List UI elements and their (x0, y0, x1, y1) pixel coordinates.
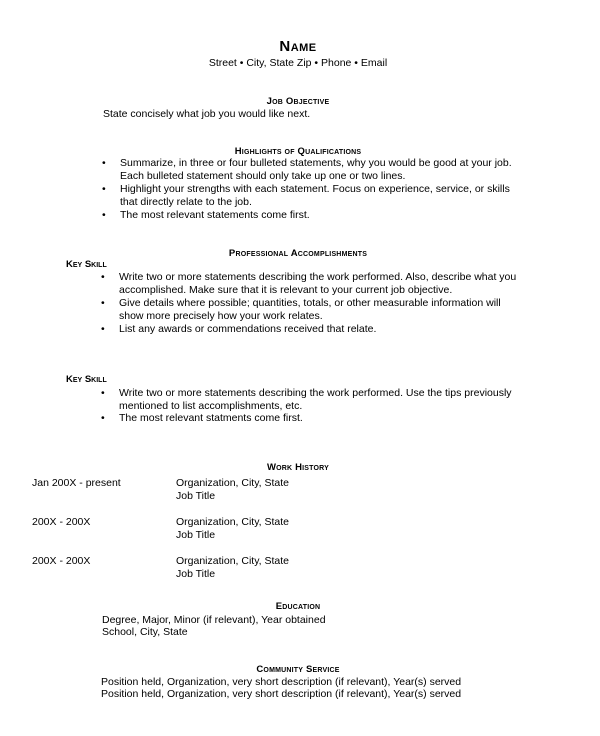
bullet-icon: • (102, 209, 106, 221)
community-heading: Community Service (256, 664, 340, 675)
objective-heading: Job Objective (266, 96, 330, 107)
bullet-line: Highlight your strengths with each statement. Focus on experience, service, or skills (120, 183, 510, 195)
bullet-icon: • (101, 271, 105, 283)
work-job-title: Job Title (176, 490, 216, 502)
highlights-heading: Highlights of Qualifications (234, 146, 362, 157)
work-organization: Organization, City, State (176, 516, 290, 528)
bullet-icon: • (101, 387, 105, 399)
bullet-icon: • (101, 323, 105, 335)
bullet-line: List any awards or commendations received that relate. (119, 323, 377, 335)
work-dates: 200X - 200X (32, 516, 91, 528)
bullet-line: The most relevant statments come first. (119, 412, 303, 424)
bullet-icon: • (101, 412, 105, 424)
contact-line: Street • City, State Zip • Phone • Email (208, 57, 388, 69)
work-job-title: Job Title (176, 568, 216, 580)
bullet-line: that directly relate to the job. (120, 196, 252, 208)
bullet-icon: • (101, 297, 105, 309)
bullet-line: Summarize, in three or four bulleted statements, why you would be good at your job. (120, 157, 512, 169)
accomplishments-heading: Professional Accomplishments (228, 248, 368, 259)
bullet-line: Write two or more statements describing the work performed. Also, describe what you (119, 271, 517, 283)
bullet-line: Give details where possible; quantities, totals, or other measurable information will (119, 297, 501, 309)
key-skill-label: Key Skill (66, 374, 107, 385)
bullet-icon: • (102, 183, 106, 195)
bullet-line: Write two or more statements describing the work performed. Use the tips previously (119, 387, 512, 399)
education-school: School, City, State (102, 626, 188, 638)
work-organization: Organization, City, State (176, 477, 290, 489)
key-skill-label: Key Skill (66, 259, 107, 270)
bullet-line: The most relevant statements come first. (120, 209, 310, 221)
work-dates: Jan 200X - present (32, 477, 121, 489)
education-heading: Education (275, 601, 321, 612)
objective-text: State concisely what job you would like next. (103, 108, 311, 120)
bullet-line: accomplished. Make sure that it is relevant to your current job objective. (119, 284, 453, 296)
bullet-line: mentioned to list accomplishments, etc. (119, 400, 303, 412)
work-organization: Organization, City, State (176, 555, 290, 567)
community-line: Position held, Organization, very short description (if relevant), Year(s) served (101, 688, 462, 700)
work-history-heading: Work History (266, 462, 330, 473)
education-degree: Degree, Major, Minor (if relevant), Year obtained (102, 614, 326, 626)
work-job-title: Job Title (176, 529, 216, 541)
bullet-icon: • (102, 157, 106, 169)
bullet-line: Each bulleted statement should only take up one or two lines. (120, 170, 406, 182)
work-dates: 200X - 200X (32, 555, 91, 567)
bullet-line: show more precisely how your work relates. (119, 310, 323, 322)
resume-name: Name (279, 38, 317, 55)
community-line: Position held, Organization, very short description (if relevant), Year(s) served (101, 676, 462, 688)
